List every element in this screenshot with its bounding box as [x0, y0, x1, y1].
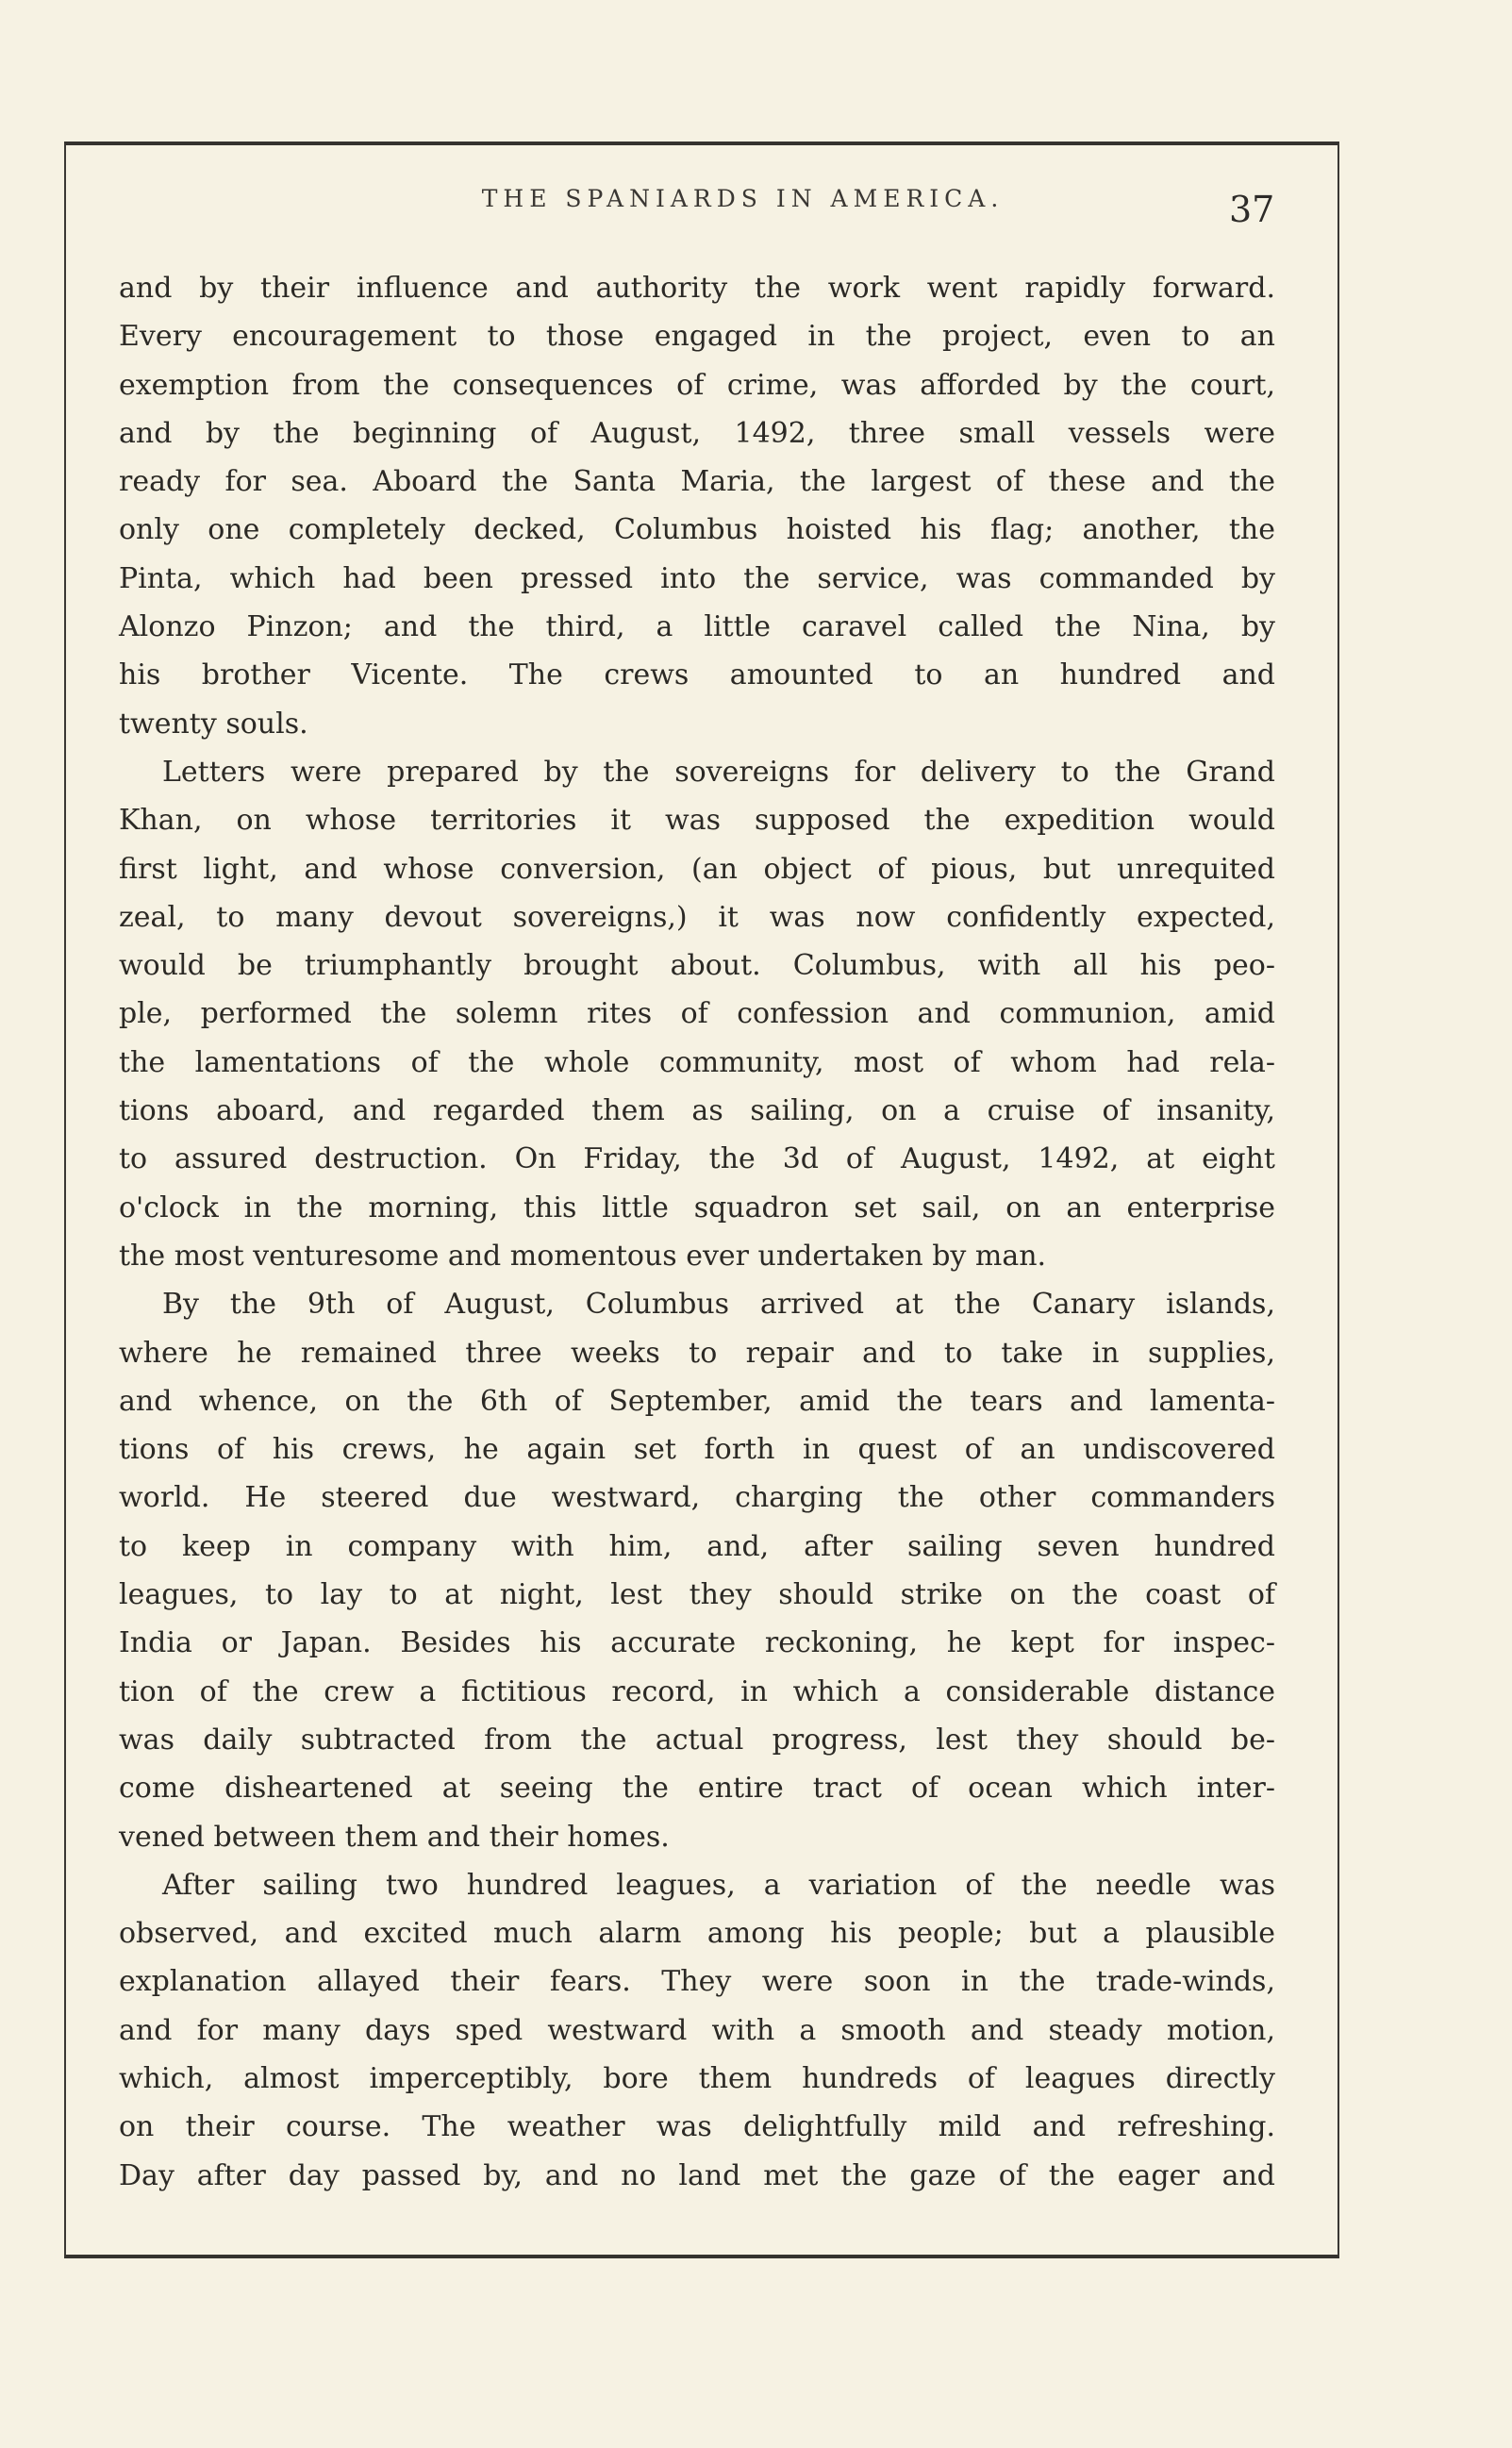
text-line: tions aboard, and regarded them as sailing, on a cruise of insanity,: [119, 1094, 1275, 1128]
text-line: the most venturesome and momentous ever undertaken by man.: [119, 1239, 1047, 1273]
text-line: zeal, to many devout sovereigns,) it was now confidently expected,: [119, 900, 1275, 934]
text-line: and whence, on the 6th of September, amid the tears and lamenta-: [119, 1384, 1275, 1418]
text-line: on their course. The weather was delightfully mild and refreshing.: [119, 2110, 1275, 2144]
text-line: Khan, on whose territories it was supposed the expedition would: [119, 804, 1275, 838]
text-line: explanation allayed their fears. They were soon in the trade-winds,: [119, 1965, 1275, 1999]
text-line: o'clock in the morning, this little squadron set sail, on an enterprise: [119, 1191, 1275, 1224]
text-line: only one completely decked, Columbus hoisted his flag; another, the: [119, 513, 1275, 547]
text-line: Alonzo Pinzon; and the third, a little caravel called the Nina, by: [119, 610, 1275, 644]
text-line: to keep in company with him, and, after sailing seven hundred: [119, 1529, 1275, 1563]
text-line: and for many days sped westward with a smooth and steady motion,: [119, 2013, 1275, 2047]
text-line: Day after day passed by, and no land met the gaze of the eager and: [119, 2158, 1275, 2192]
text-line: his brother Vicente. The crews amounted to an hundred and: [119, 658, 1275, 692]
running-title-text: THE SPANIARDS IN AMERICA.: [481, 185, 1005, 212]
text-line: Every encouragement to those engaged in the project, even to an: [119, 320, 1275, 354]
text-line: exemption from the consequences of crime, was afforded by the court,: [119, 368, 1275, 402]
running-title: [0, 185, 1512, 212]
text-line: first light, and whose conversion, (an object of pious, but unrequited: [119, 852, 1275, 886]
text-line: Letters were prepared by the sovereigns for delivery to the Grand: [162, 755, 1275, 789]
text-line: ready for sea. Aboard the Santa Maria, the largest of these and the: [119, 465, 1275, 499]
page-number: 37: [1229, 189, 1275, 230]
text-line: ple, performed the solemn rites of confession and communion, amid: [119, 997, 1275, 1031]
text-line: would be triumphantly brought about. Columbus, with all his peo-: [119, 949, 1275, 983]
body-text: [119, 264, 1275, 2200]
text-line: By the 9th of August, Columbus arrived at the Canary islands,: [162, 1288, 1275, 1322]
text-line: tions of his crews, he again set forth in quest of an undiscovered: [119, 1433, 1275, 1467]
text-line: the lamentations of the whole community, most of whom had rela-: [119, 1045, 1275, 1079]
text-line: vened between them and their homes.: [119, 1820, 670, 1854]
text-line: After sailing two hundred leagues, a variation of the needle was: [162, 1868, 1275, 1902]
text-line: observed, and excited much alarm among his people; but a plausible: [119, 1917, 1275, 1951]
text-line: where he remained three weeks to repair and to take in supplies,: [119, 1336, 1275, 1370]
text-line: and by the beginning of August, 1492, three small vessels were: [119, 416, 1275, 450]
text-line: India or Japan. Besides his accurate reckoning, he kept for inspec-: [119, 1626, 1275, 1660]
text-line: leagues, to lay to at night, lest they should strike on the coast of: [119, 1578, 1275, 1612]
text-line: was daily subtracted from the actual progress, lest they should be-: [119, 1723, 1275, 1757]
text-line: world. He steered due westward, charging the other commanders: [119, 1481, 1275, 1515]
text-line: twenty souls.: [119, 707, 308, 741]
text-line: tion of the crew a fictitious record, in which a considerable distance: [119, 1674, 1275, 1708]
text-line: and by their influence and authority the work went rapidly forward.: [119, 272, 1275, 305]
text-line: come disheartened at seeing the entire tract of ocean which inter-: [119, 1772, 1275, 1806]
text-line: which, almost imperceptibly, bore them hundreds of leagues directly: [119, 2061, 1275, 2095]
text-line: to assured destruction. On Friday, the 3d of August, 1492, at eight: [119, 1142, 1275, 1176]
text-line: Pinta, which had been pressed into the service, was commanded by: [119, 561, 1275, 595]
